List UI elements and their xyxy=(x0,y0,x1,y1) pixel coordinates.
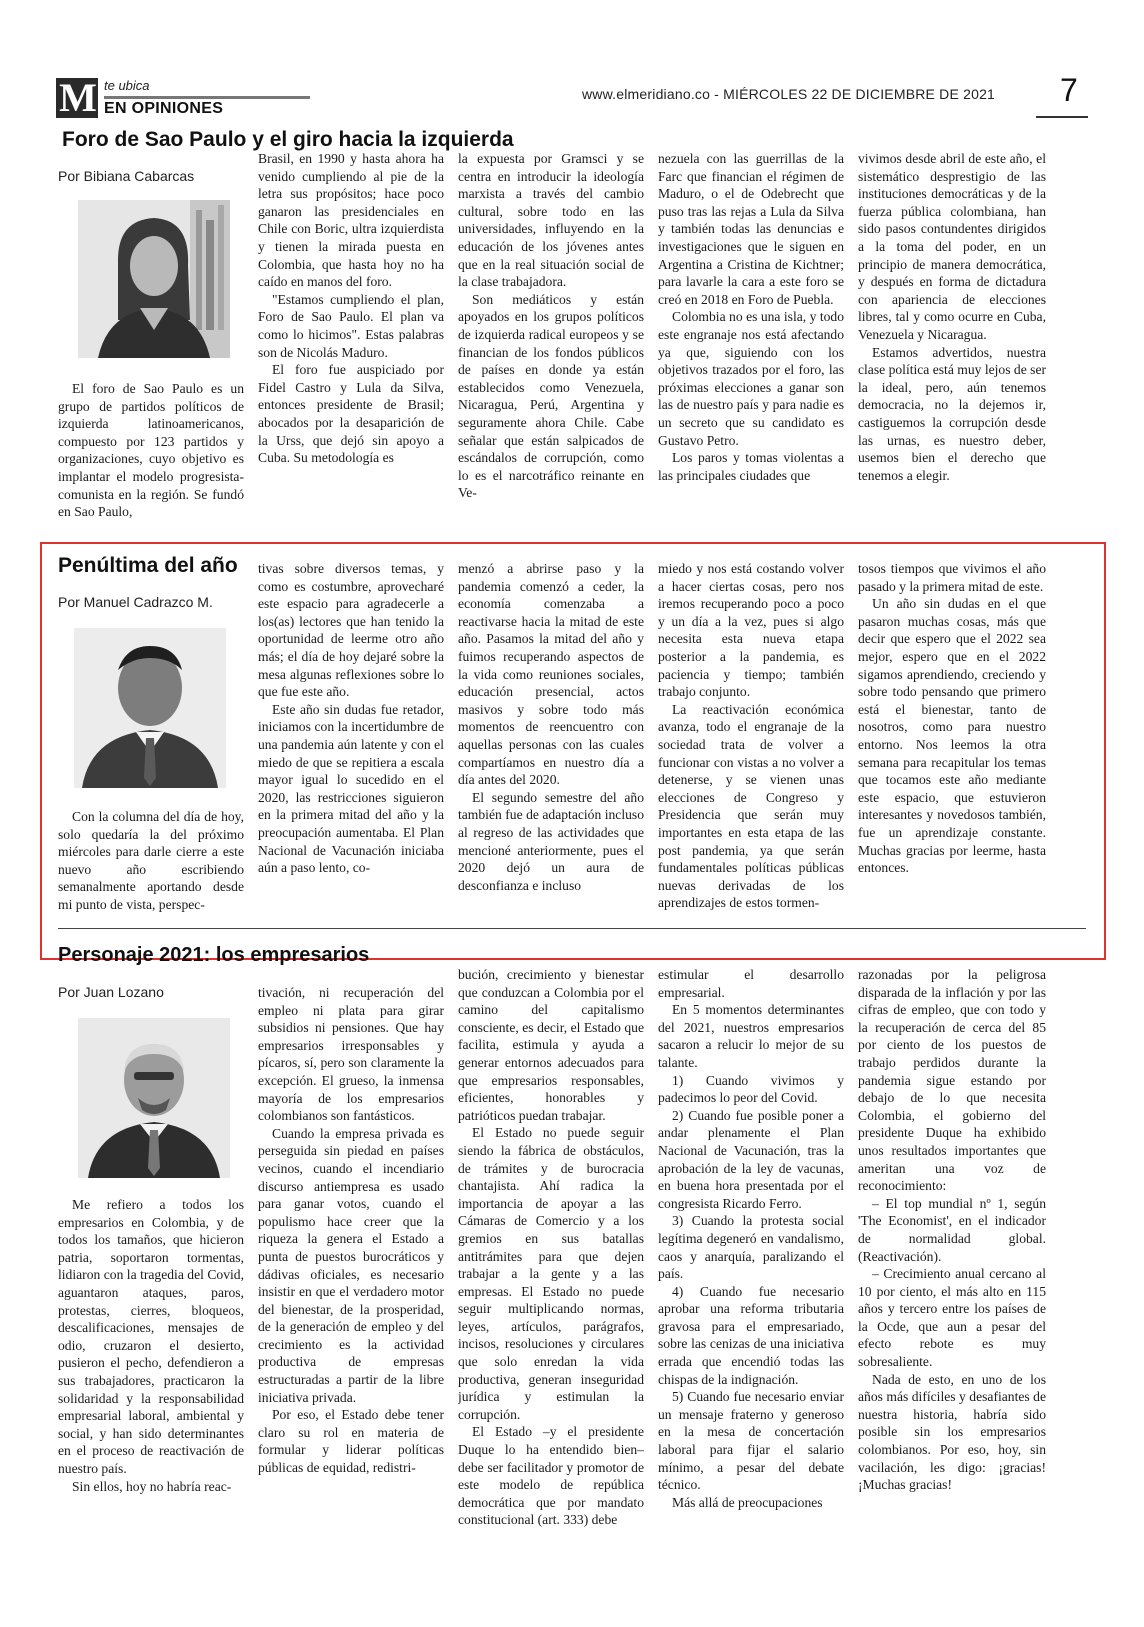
section-rule xyxy=(104,96,310,99)
article-2-column-3: menzó a abrirse paso y la pandemia comenzó a ceder, la economía comenzaba a reactivarse hacia la mitad de este año. Pasamos la mitad del año y fuimos recuperando aspectos de la vida como reuniones sociales, educación presencial, actos masivos y sobre todo más momentos de reencuentro con aquellas personas con las cuales compartíamos en nuestro día a día antes del 2020. El segundo semestre del año también fue de adaptación incluso al regreso de las actividades que mencioné anteriormente, pues el 2020 dejó un aura de desconfianza e incluso xyxy=(458,561,644,893)
article-1-column-3: la expuesta por Gramsci y se centra en introducir la ideología marxista a través del cambio cultural, sobre todo en las universidades, influyendo en la educación de los jóvenes antes que en la real situación social de la clase trabajadora. Son mediáticos y están apoyados en los grupos políticos de izquierda radical europeos y se financian de los fondos públicos de países en donde ya están establecidos como Venezuela, Nicaragua, Perú, Argentina y seguramente ahora Chile. Cabe señalar que están salpicados de escándalos de corrupción, como lo es el narcotráfico reinante en Ve- xyxy=(458,151,644,501)
article-3-column-1: Me refiero a todos los empresarios en Colombia, y de todos los tamaños, que hicieron patria, soportaron tormentas, lidiaron con la tragedia del Covid, aguantaron ataques, paros, protestas, cierres, bloqueos, descalificaciones, mensajes de odio, cruzaron el desierto, pusieron el pecho, defendieron a sus trabajadores, practicaron la solidaridad y la responsabilidad empresarial laboral, ambiental y social, y han sido determinantes en el proceso de reactivación de nuestro país. Sin ellos, hoy no habría reac- xyxy=(58,1197,244,1494)
article-divider xyxy=(58,928,1086,929)
article-3-column-3: bución, crecimiento y bienestar que conduzcan a Colombia por el camino del capitalismo consciente, es decir, el Estado que facilita, estimula y ayuda a generar entornos adecuados para que empresarios responsables, eficientes, honorables y patrióticos puedan trabajar. El Estado no puede seguir siendo la fábrica de obstáculos, de trámites y de burocracia chantajista. Ahí radica la importancia de apoyar a las Cámaras de Comercio y a los gremios en sus batallas antitrámites para que dejen trabajar a la gente y a las empresas. El Estado no puede seguir multiplicando normas, leyes, artículos, parágrafos, incisos, resoluciones y circulares que solo enredan la vida productiva, generan inseguridad jurídica y estimulan la corrupción. El Estado –y el presidente Duque lo ha entendido bien– debe ser facilitador y promotor de este modelo de república democrática que por mandato constitucional (art. 333) debe xyxy=(458,967,644,1528)
article-2-headline: Penúltima del año xyxy=(58,554,238,577)
article-1-photo xyxy=(78,200,230,358)
article-2-column-1: Con la columna del día de hoy, solo quedaría la del próximo miércoles para darle cierre a este nuevo año escribiendo semanalmente aportando desde mi punto de vista, perspec- xyxy=(58,809,244,912)
page-number: 7 xyxy=(1060,72,1078,108)
article-3-column-2: tivación, ni recuperación del empleo ni plata para girar subsidios ni pensiones. Que hay empresarios irresponsables y pícaros, sí, pero son claramente la excepción. El grueso, la inmensa mayoría de los empresarios colombianos son fantásticos. Cuando la empresa privada es perseguida sin piedad en países vecinos, cuando el incendiario discurso antiempresa es usado para ganar votos, cuando el populismo hace creer que la riqueza la genera el Estado a punta de puestos burocráticos y dádivas oficiales, es necesario insistir en que el verdadero motor del bienestar, de la prosperidad, de la generación de empleo y del crecimiento es la actividad productiva de empresas estructuradas a partir de la libre iniciativa privada. Por eso, el Estado debe tener claro su rol en materia de formular y liderar políticas públicas de equidad, redistri- xyxy=(258,985,444,1476)
section-tagline: te ubica xyxy=(104,78,150,93)
section-title: EN OPINIONES xyxy=(104,100,224,117)
article-1-byline: Por Bibiana Cabarcas xyxy=(58,168,195,184)
newspaper-logo: M xyxy=(56,78,98,118)
columnist-woman-photo-icon xyxy=(78,200,230,358)
article-3-column-4: estimular el desarrollo empresarial. En 5 momentos determinantes del 2021, nuestros empresarios sacaron a relucir lo mejor de su talante. 1) Cuando vivimos y padecimos lo peor del Covid. 2) Cuando fue posible poner a andar plenamente el Plan Nacional de Vacunación, tras la aprobación de la ley de vacunas, en buena hora presentada por el congresista Ricardo Ferro. 3) Cuando la protesta social legítima degeneró en vandalismo, caos y anarquía, paralizando el país. 4) Cuando fue necesario aprobar una reforma tributaria gravosa para el empresariado, sobre las cenizas de una iniciativa errada que encendió todas las chispas de la indignación. 5) Cuando fue necesario enviar un mensaje fraterno y generoso en la mesa de concertación laboral para fijar el salario mínimo, a pesar del debate técnico. Más allá de preocupaciones xyxy=(658,967,844,1510)
article-1-column-1: El foro de Sao Paulo es un grupo de partidos políticos de izquierda latinoamericanos, compuesto por 123 partidos y organizaciones, cuyo objetivo es implantar el modelo progresista-comunista en la región. Se fundó en Sao Paulo, xyxy=(58,381,244,520)
columnist-older-man-photo-icon xyxy=(78,1018,230,1178)
article-2-photo xyxy=(74,628,226,788)
article-1-column-2: Brasil, en 1990 y hasta ahora ha venido cumpliendo al pie de la letra sus propósitos; hace poco ganaron las presidenciales en Chile con Boric, ultra izquierdista y tienen la mirada puesta en Colombia, que hasta hoy no ha caído en manos del foro. "Estamos cumpliendo el plan, Foro de Sao Paulo. El plan va como lo hicimos". Estas palabras son de Nicolás Maduro. El foro fue auspiciado por Fidel Castro y Lula da Silva, entonces presidente de Brasil; abocados por la desaparición de la Urss, que dejó sin apoyo a Cuba. Su metodología es xyxy=(258,151,444,466)
article-1-column-4: nezuela con las guerrillas de la Farc que financian el régimen de Maduro, o el de Odebrecht que puso tras las rejas a Lula da Silva y también todas las denuncias e investigaciones que le siguen en Argentina a Cristina de Kichtner; para lavarle la cara a este foro se creó en 2018 en Foro de Puebla. Colombia no es una isla, y todo este engranaje nos está afectando ya que, siguiendo con los objetivos trazados por el foro, las próximas elecciones a ganar son las de nuestro país y para nadie es un secreto que su candidato es Gustavo Petro. Los paros y tomas violentas a las principales ciudades que xyxy=(658,151,844,483)
page-number-rule xyxy=(1036,116,1088,118)
article-1-headline: Foro de Sao Paulo y el giro hacia la izquierda xyxy=(62,128,514,151)
article-3-photo xyxy=(78,1018,230,1178)
article-3-column-5: razonadas por la peligrosa disparada de la inflación y por las cifras de empleo, que con todo y la recuperación de cerca del 85 por ciento de los puestos de trabajo perdidos durante la pandemia sigue estando por debajo de lo que necesita Colombia, el gobierno del presidente Duque ha exhibido unos resultados importantes que ameritan una voz de reconocimiento: – El top mundial nº 1, según 'The Economist', en el indicador de normalidad global. (Reactivación). – Crecimiento anual cercano al 10 por ciento, el más alto en 115 años y tercero entre los países de la Ocde, que aun a pesar del efecto rebote es muy sobresaliente. Nada de esto, en uno de los años más difíciles y desafiantes de nuestra historia, habría sido posible sin los empresarios colombianos. Por eso, hoy, sin vacilación, les digo: ¡gracias! ¡Muchas gracias! xyxy=(858,967,1046,1493)
article-2-column-2: tivas sobre diversos temas, y como es costumbre, aprovecharé este espacio para agradecerle a los(as) lectores que han tenido la oportunidad de leerme otro año más; el día de hoy dejaré sobre la mesa algunas reflexiones sobre lo que fue este año. Este año sin dudas fue retador, iniciamos con la incertidumbre de una pandemia aún latente y con el miedo de que se repitiera a escala mayor igual lo sucedido en el 2020, las restricciones siguieron en la primera mitad del año y la preocupación aumentaba. El Plan Nacional de Vacunación iniciaba aún a paso lento, co- xyxy=(258,561,444,876)
article-2-byline: Por Manuel Cadrazco M. xyxy=(58,594,213,610)
article-2-column-4: miedo y nos está costando volver a hacer ciertas cosas, pero nos iremos recuperando poco a poco y un día a la vez, pues si algo necesita esta nueva etapa posterior a la pandemia, es paciencia y tiempo; también trabajo conjunto. La reactivación económica avanza, todo el engranaje de la sociedad trata de volver a funcionar con vistas a no volver a detenerse, y se vienen unas elecciones de Congreso y Presidencia que serán muy importantes en esta etapa de las post pandemia, ya que serán fundamentales políticas públicas nuevas derivadas de los aprendizajes de estos tormen- xyxy=(658,561,844,911)
columnist-man-photo-icon xyxy=(74,628,226,788)
date-line: www.elmeridiano.co - MIÉRCOLES 22 DE DICIEMBRE DE 2021 xyxy=(582,86,996,102)
article-3-byline: Por Juan Lozano xyxy=(58,984,164,1000)
article-2-column-5: tosos tiempos que vivimos el año pasado y la primera mitad de este. Un año sin dudas en el que pasaron muchas cosas, más que decir que espero que el 2022 sea mejor, espero que en el 2022 sigamos aprendiendo, creciendo y sobre todo pensando que primero está el bienestar, tanto de nosotros, como para nuestro entorno. Nos leemos la otra semana para recapitular los temas que tocamos este año mediante este espacio, que estuvieron interesantes y novedosos también, fue un aprendizaje constante. Muchas gracias por leerme, hasta entonces. xyxy=(858,561,1046,876)
article-1-column-5: vivimos desde abril de este año, el sistemático desprestigio de las instituciones democráticas y de la fuerza pública colombiana, han sido pasos contundentes dirigidos a la toma del poder, en un principio de manera democrática, y después en forma de dictadura con apariencia de elecciones libres, tal y como ocurre en Cuba, Venezuela y Nicaragua. Estamos advertidos, nuestra clase política está muy lejos de ser la ideal, pero, aún tenemos democracia, no la dejemos ir, castiguemos la corrupción desde las urnas, es nuestro deber, usemos bien el derecho que tenemos a elegir. xyxy=(858,151,1046,483)
article-3-headline: Personaje 2021: los empresarios xyxy=(58,944,370,966)
